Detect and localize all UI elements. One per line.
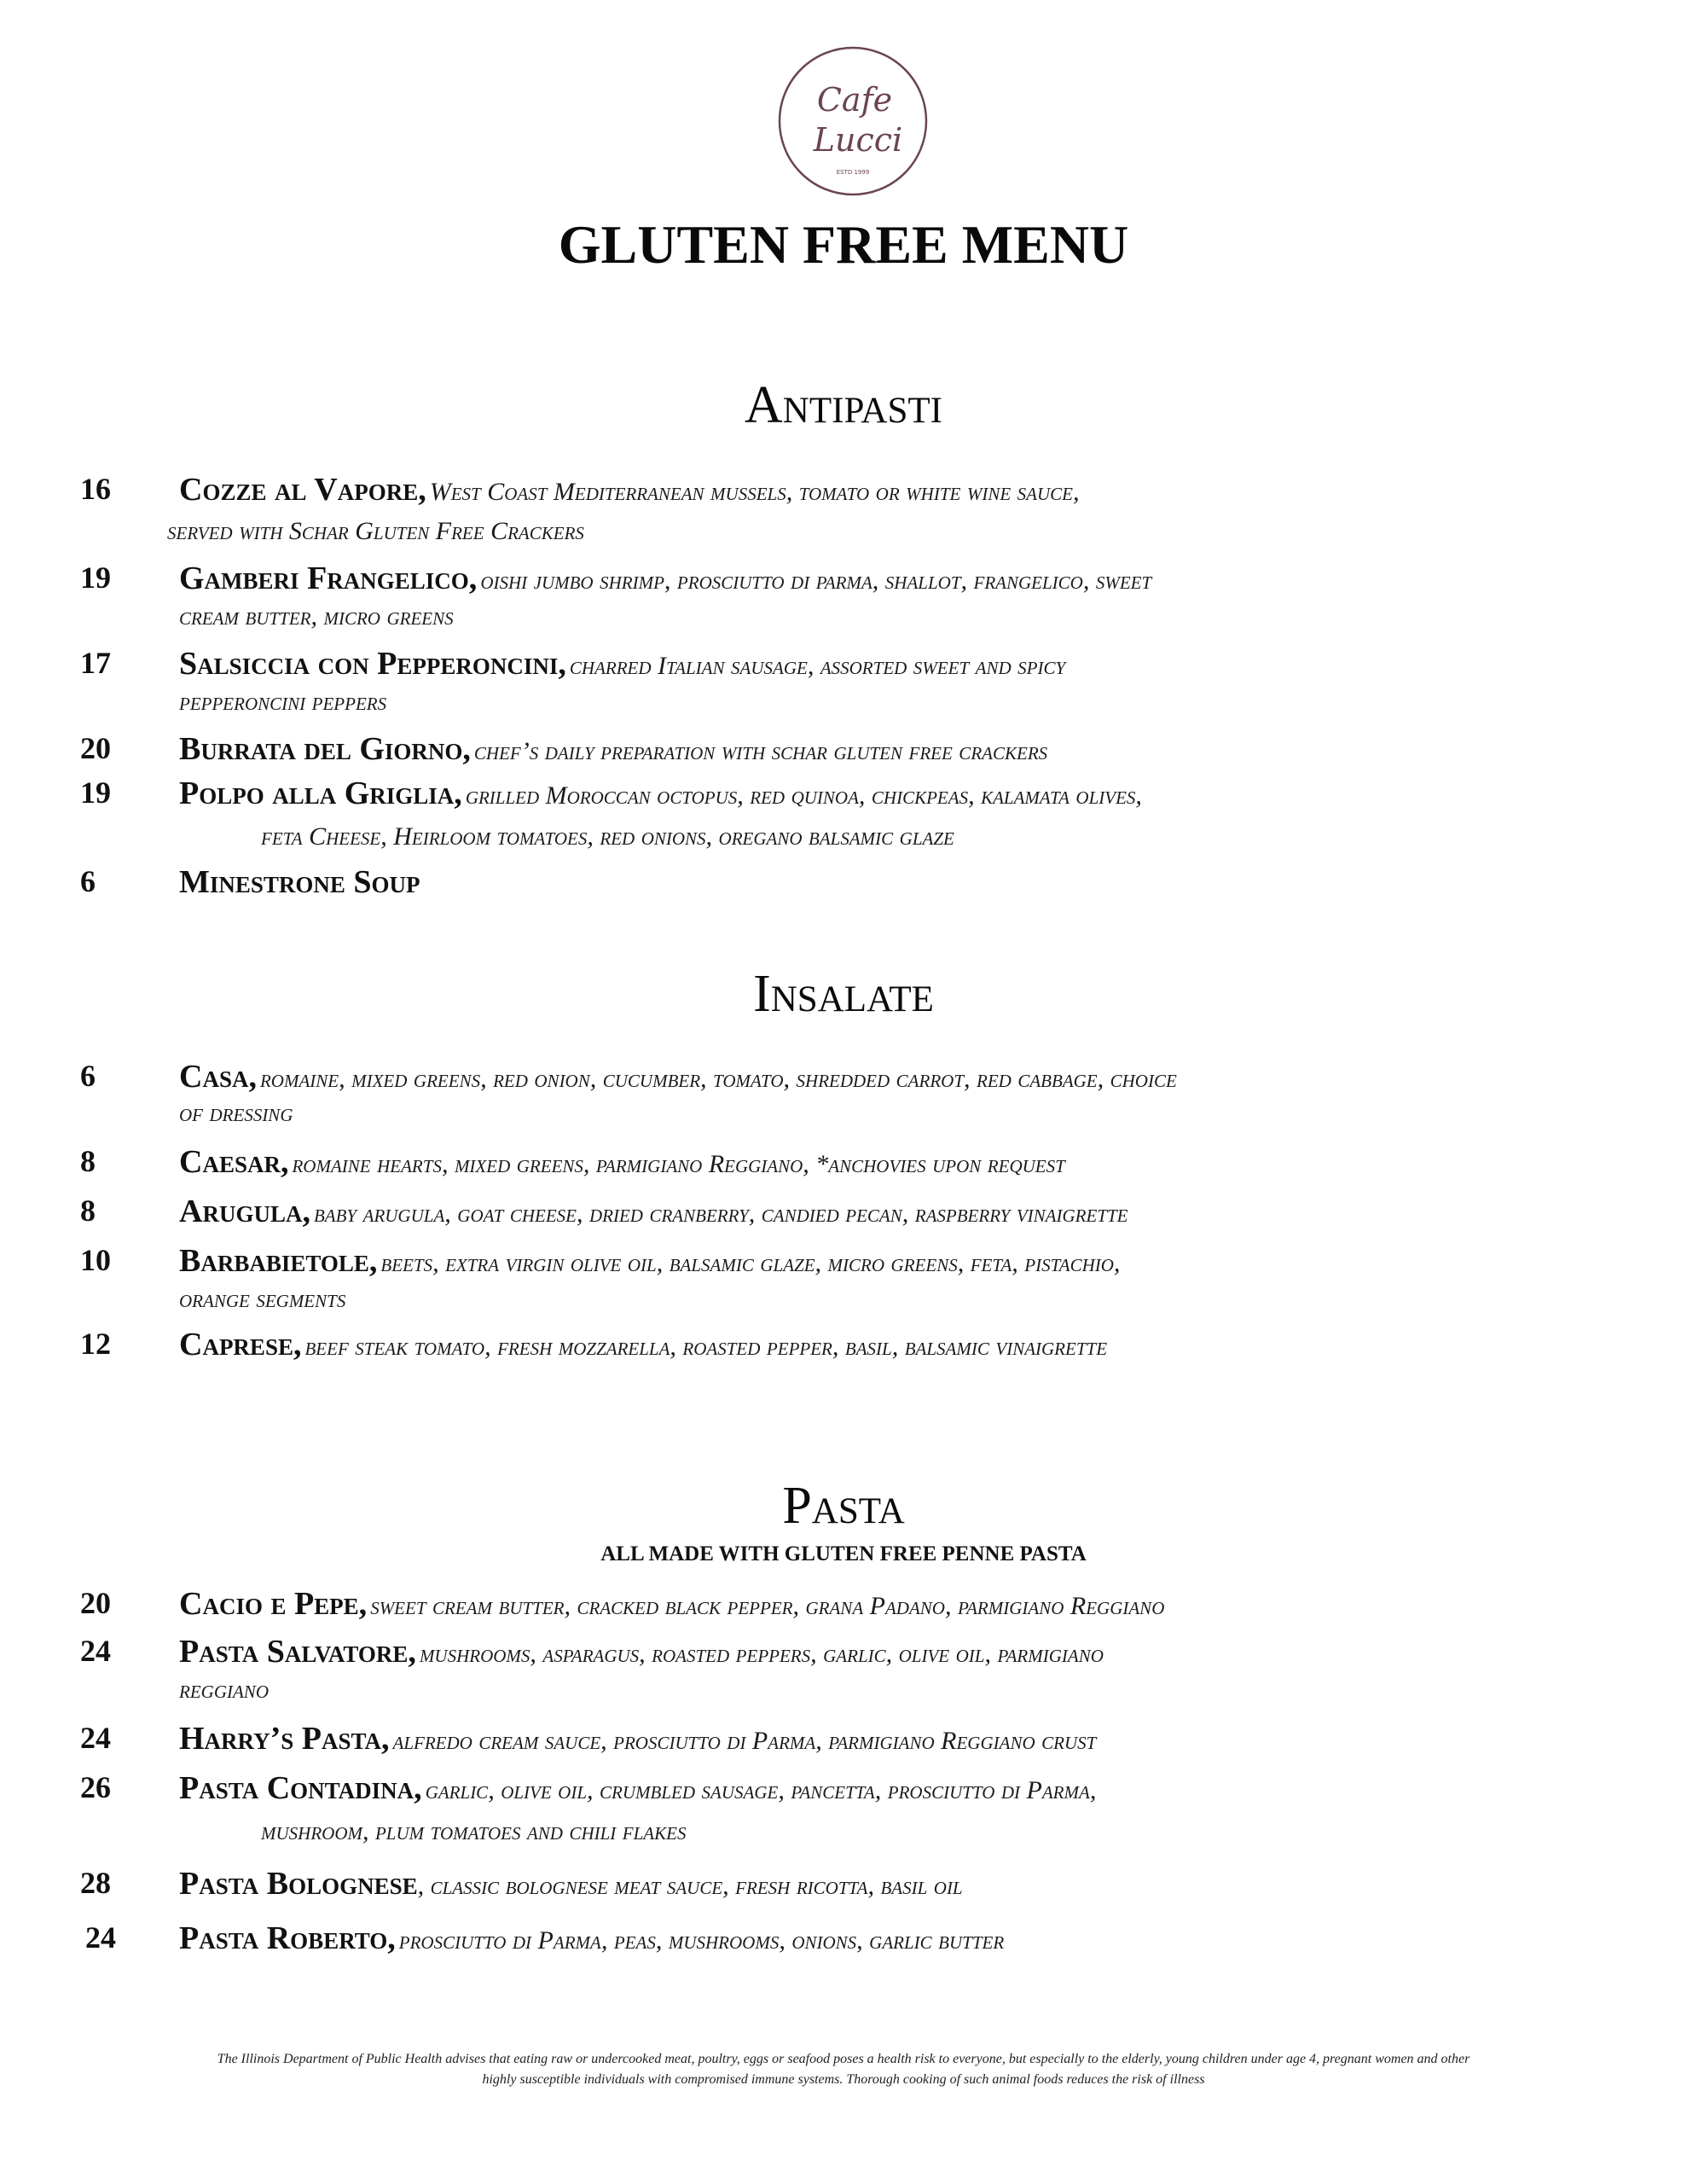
item-price: 24 — [80, 1634, 111, 1668]
item-price: 17 — [80, 646, 111, 680]
item-description-continued: cream butter, micro greens — [179, 602, 454, 630]
item-price: 10 — [80, 1243, 111, 1277]
item-name: Burrata del Giorno, — [179, 731, 471, 767]
item-description: West Coast Mediterranean mussels, tomato or white wine sauce, — [429, 478, 1080, 506]
footer-line-2: highly susceptible individuals with compromised immune systems. Thorough cooking of such animal foods reduces the risk of illness — [482, 2072, 1205, 2087]
item-description-continued: served with Schar Gluten Free Crackers — [167, 517, 584, 545]
item-price: 8 — [80, 1144, 96, 1178]
item-price: 20 — [80, 1586, 111, 1620]
item-description-continued: of dressing — [179, 1099, 293, 1127]
item-description: chef’s daily preparation with schar gluten free crackers — [473, 737, 1048, 765]
item-price: 6 — [80, 864, 96, 898]
item-description-continued: orange segments — [179, 1285, 346, 1313]
section-title-insalate: Insalate — [753, 965, 934, 1023]
item-name: Arugula, — [179, 1194, 310, 1229]
item-description: oishi jumbo shrimp, prosciutto di parma, shallot, frangelico, sweet — [480, 566, 1152, 595]
section-title-pasta: Pasta — [782, 1477, 905, 1535]
item-description: grilled Moroccan octopus, red quinoa, chickpeas, kalamata olives, — [465, 781, 1142, 810]
item-name: Gamberi Frangelico, — [179, 561, 478, 596]
item-price: 26 — [80, 1770, 111, 1804]
item-description: garlic, olive oil, crumbled sausage, pancetta, prosciutto di Parma, — [425, 1776, 1097, 1804]
item-price: 12 — [80, 1327, 111, 1361]
item-name: Minestrone Soup — [179, 864, 420, 900]
item-name: Cozze al Vapore, — [179, 472, 426, 508]
item-price: 24 — [85, 1920, 116, 1955]
item-description: beets, extra virgin olive oil, balsamic glaze, micro greens, feta, pistachio, — [380, 1249, 1121, 1277]
item-description: charred Italian sausage, assorted sweet and spicy — [569, 652, 1066, 680]
item-price: 6 — [80, 1059, 96, 1093]
item-description: sweet cream butter, cracked black pepper, grana Padano, parmigiano Reggiano — [370, 1592, 1165, 1620]
item-description-continued: reggiano — [179, 1676, 269, 1704]
item-name: Caprese, — [179, 1327, 302, 1362]
footer-line-1: The Illinois Department of Public Health advises that eating raw or undercooked meat, poultry, eggs or seafood poses a health risk to everyone, but especially to the elderly, young children under age 4, pregnant women and other — [217, 2052, 1470, 2066]
logo-text-lucci: Lucci — [813, 121, 903, 159]
item-name: Pasta Salvatore, — [179, 1634, 416, 1670]
health-advisory-footer — [68, 2049, 1619, 2090]
item-description-continued: mushroom, plum tomatoes and chili flakes — [261, 1817, 687, 1845]
item-name: Salsiccia con Pepperoncini, — [179, 646, 566, 682]
item-description-continued: pepperoncini peppers — [179, 688, 387, 716]
item-description: , classic bolognese meat sauce, fresh ricotta, basil oil — [417, 1872, 963, 1900]
item-name: Caesar, — [179, 1144, 289, 1180]
section-subtitle-pasta: ALL MADE WITH GLUTEN FREE PENNE PASTA — [600, 1542, 1087, 1565]
item-name: Polpo alla Griglia, — [179, 775, 462, 811]
page-title: GLUTEN FREE MENU — [558, 214, 1129, 275]
item-name: Pasta Bolognese — [179, 1866, 418, 1902]
item-name: Pasta Roberto, — [179, 1920, 396, 1956]
item-price: 28 — [80, 1866, 111, 1900]
item-description: mushrooms, asparagus, roasted peppers, garlic, olive oil, parmigiano — [419, 1640, 1104, 1668]
item-description: baby arugula, goat cheese, dried cranberry, candied pecan, raspberry vinaigrette — [313, 1199, 1128, 1228]
item-price: 19 — [80, 775, 111, 810]
logo-text-cafe: Cafe — [816, 81, 893, 119]
item-name: Cacio e Pepe, — [179, 1586, 368, 1622]
cafe-lucci-logo — [776, 44, 930, 198]
item-description: romaine hearts, mixed greens, parmigiano Reggiano, *anchovies upon request — [292, 1150, 1065, 1178]
item-price: 16 — [80, 472, 111, 506]
item-name: Pasta Contadina, — [179, 1770, 422, 1806]
item-price: 20 — [80, 731, 111, 765]
item-name: Harry’s Pasta, — [179, 1721, 390, 1757]
item-description: beef steak tomato, fresh mozzarella, roasted pepper, basil, balsamic vinaigrette — [304, 1333, 1108, 1361]
item-price: 19 — [80, 561, 111, 595]
item-description: alfredo cream sauce, prosciutto di Parma, parmigiano Reggiano crust — [392, 1727, 1097, 1755]
item-name: Barbabietole, — [179, 1243, 378, 1279]
section-title-antipasti: Antipasti — [745, 376, 942, 434]
item-description: prosciutto di Parma, peas, mushrooms, onions, garlic butter — [398, 1926, 1005, 1955]
item-description-continued: feta Cheese, Heirloom tomatoes, red onions, oregano balsamic glaze — [261, 822, 954, 851]
item-name: Casa, — [179, 1059, 257, 1095]
item-price: 24 — [80, 1721, 111, 1755]
item-description: romaine, mixed greens, red onion, cucumber, tomato, shredded carrot, red cabbage, choice — [259, 1065, 1177, 1093]
logo-text-estd: ESTD 1999 — [836, 169, 870, 176]
item-price: 8 — [80, 1194, 96, 1228]
